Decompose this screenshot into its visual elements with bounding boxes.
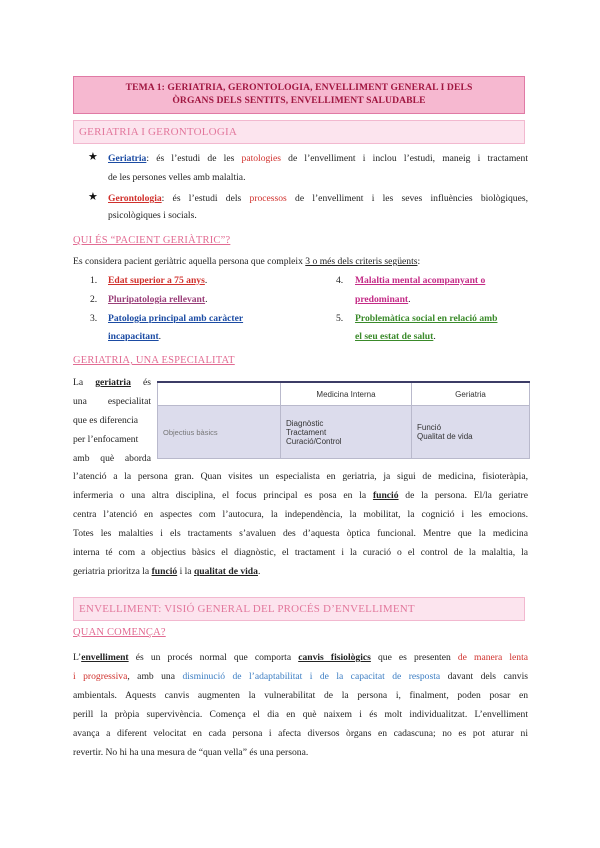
para-text: de la persona. El/la geriatre [398,490,528,501]
section-heading-geriatria: GERIATRIA I GERONTOLOGIA [73,120,525,144]
criteria-text: Patologia principal amb caràcter [108,313,244,324]
speciality-para-line4: Totes les malalties i els tractaments s’avaluen des d’aquesta òptica funcional. Mentre que la medicina [73,528,528,539]
when-line2 [73,667,528,686]
bullet-geriatria-line1 [108,149,528,168]
para-text: i la [177,566,194,577]
criteria-end: . [433,331,436,342]
criteria-number: 5. [336,313,344,324]
term-qualitat-de-vida: qualitat de vida [193,566,258,577]
left-line-2 [73,392,151,411]
when-line3: ambientals. Aquests canvis augmenten la vulnerabilitat de la persona i, finalment, poden posar en [73,690,528,701]
term-envelliment: envelliment [81,652,129,663]
term-geriatria: Geriatria [108,153,147,164]
table-row [158,406,530,459]
intro-criteria-count: 3 o més dels criteris següents [305,256,418,267]
speciality-para-line1: l’atenció a la persona gran. Quan visites un especialista en geriatria, ja sigui de medicina, fisioteràpia, [73,471,528,482]
criteria-item-3-line2 [108,327,161,346]
cell-line: Diagnòstic [286,418,324,428]
criteria-text: Pluripatologia rellevant [108,294,206,305]
cell-line: Curació/Control [286,436,342,446]
highlight-progressiva: i progressiva [73,671,128,682]
when-line5: avança a diferent velocitat en cada persona i afecta diversos òrgans en cadascuna; no es pot aturar ni [73,728,528,739]
criteria-text: Problemàtica social en relació amb [355,313,498,324]
table-header-medicina: Medicina Interna [281,382,412,406]
star-bullet-icon: ★ [88,151,98,163]
criteria-number: 2. [90,294,98,305]
criteria-item-1 [108,271,207,290]
intro-text: Es considera pacient geriàtric aquella persona que compleix [73,256,306,267]
bullet-gerontologia-line2: psicològiques i socials. [108,210,197,221]
criteria-item-4-line1 [355,271,485,290]
table-cell-geriatria [412,406,530,459]
term-funcio: funció [151,566,178,577]
star-bullet-icon: ★ [88,191,98,203]
title-line-1: TEMA 1: GERIATRIA, GERONTOLOGIA, ENVELLIMENT GENERAL I DELS [125,82,473,93]
word: especialitat [107,396,151,407]
criteria-end: . [158,331,162,342]
criteria-number: 4. [336,275,344,286]
left-line-3: que es diferencia [73,415,138,426]
para-text: infermeria o una altra disciplina, el focus principal es posa en la [73,490,373,501]
criteria-number: 1. [90,275,98,286]
criteria-item-5-line1 [355,309,497,328]
cell-line: Tractament [286,427,327,437]
criteria-item-3-line1 [108,309,243,328]
cell-line: Funció [417,423,442,432]
table-cell-medicina [281,406,412,459]
table-header-empty [158,382,281,406]
patient-intro [73,252,420,271]
bullet-text: : és l’estudi dels [161,193,250,204]
table-row-label: Objectius bàsics [158,406,281,459]
when-line1 [73,648,528,667]
para-text: geriatria prioritza la [73,566,152,577]
bullet-geriatria-line2: de les persones velles amb malaltia. [108,172,246,183]
intro-text: : [417,256,421,267]
highlight-processos: processos [249,193,287,204]
cell-line: Qualitat de vida [417,432,473,441]
criteria-text: Edat superior a 75 anys [108,275,205,286]
criteria-end: . [204,275,208,286]
word: és [142,377,151,388]
when-line6: revertir. No hi ha una mesura de “quan vella” és una persona. [73,747,309,758]
table-header-row [158,382,530,406]
bullet-text: : és l’estudi de les [146,153,242,164]
highlight-lenta: de manera lenta [457,652,528,663]
speciality-left-text [73,373,151,468]
section-heading-envelliment: ENVELLIMENT: VISIÓ GENERAL DEL PROCÉS D’ENVELLIMENT [73,597,525,621]
speciality-para-line5: interna té com a objectius bàsics el diagnòstic, el tractament i la curació o el control de la malaltia, la [73,547,528,558]
word: amb [73,453,90,464]
term-canvis-fisiologics: canvis fisiològics [298,652,371,663]
term-funcio: funció [372,490,399,501]
left-line-4: per l’enfocament [73,434,139,445]
para-text: . [257,566,261,577]
criteria-item-2 [108,290,208,309]
para-text: que es presenten [370,652,458,663]
bullet-text: de l’envelliment i inclou l’estudi, maneig i tractament [280,153,528,164]
subheading-especialitat: GERIATRIA, UNA ESPECIALITAT [73,355,235,366]
title-line-2: ÒRGANS DELS SENTITS, ENVELLIMENT SALUDABLE [172,94,426,106]
criteria-text: Malaltia mental acompanyant o [355,275,486,286]
when-line4: perill la pròpia supervivència. Comença el dia en què naixem i és molt individualitzat. L’envelliment [73,709,528,720]
bullet-text: de l’envelliment i les seves influències biològiques, [286,193,528,204]
term-gerontologia: Gerontologia [108,193,162,204]
term-geriatria-inline: geriatria [95,377,131,388]
criteria-number: 3. [90,313,98,324]
left-line-5 [73,449,151,468]
criteria-item-5-line2 [355,327,436,346]
para-text: és un procés normal que comporta [128,652,299,663]
highlight-adaptabilitat: disminució de l’adaptabilitat i de la capacitat de resposta [182,671,441,682]
word: una [73,396,87,407]
criteria-item-4-line2 [355,290,411,309]
speciality-para-line2 [73,486,528,505]
word: aborda [124,453,151,464]
para-text: , amb una [127,671,183,682]
subheading-pacient: QUI ÉS “PACIENT GERIÀTRIC”? [73,235,231,246]
criteria-end: . [205,294,208,305]
comparison-table [157,381,530,459]
para-text: L’ [73,652,82,663]
speciality-para-line6 [73,562,260,581]
highlight-patologies: patologies [241,153,281,164]
subheading-quan-comenca: QUAN COMENÇA? [73,627,166,638]
criteria-end: . [408,294,411,305]
criteria-text: predominant [355,294,409,305]
word: La [73,377,84,388]
speciality-para-line3: centra l’atenció en aspectes com l’autocura, la independència, la mobilitat, la cognició i les emocions. [73,509,528,520]
criteria-text: incapacitant [108,331,159,342]
left-line-1 [73,373,151,392]
table-header-geriatria: Geriatria [412,382,530,406]
document-title [73,76,525,114]
para-text: davant dels canvis [440,671,528,682]
word: què [100,453,115,464]
criteria-text: el seu estat de salut [355,331,434,342]
